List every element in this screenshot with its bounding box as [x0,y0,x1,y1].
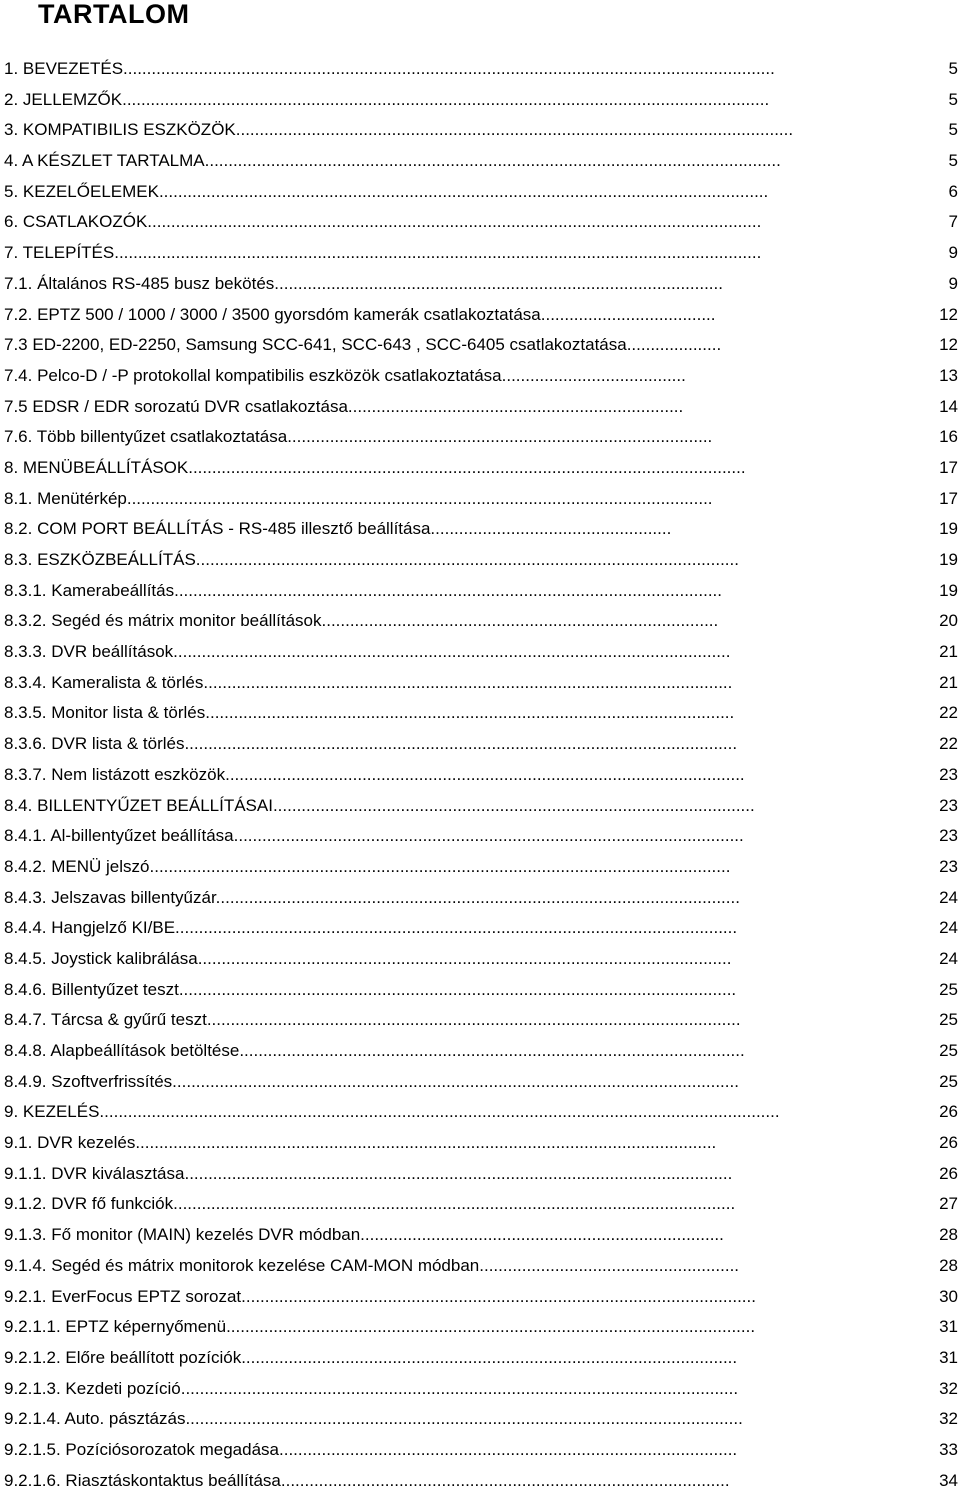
toc-entry-label: 7.5 EDSR / EDR sorozatú DVR csatlakoztása....................................................................... [4,396,684,416]
toc-entry-label: 8.4.6. Billentyűzet teszt...................................................................................................................... [4,979,737,999]
toc-entry-page-number: 30 [939,1286,958,1306]
toc-entry [4,422,960,453]
toc-entry-page-number: 32 [939,1409,958,1429]
toc-entry-page-number: 19 [939,580,958,600]
toc-entry-label: 2. JELLEMZŐK......................................................................................................................................... [4,89,770,109]
page-title: TARTALOM [38,0,190,29]
toc-entry-label: 8.3.1. Kamerabeállítás.................................................................................................................... [4,580,722,600]
toc-entry [4,1466,960,1497]
toc-entry [4,54,960,85]
toc-entry-page-number: 23 [939,795,958,815]
toc-entry-page-number: 12 [939,304,958,324]
toc-entry-page-number: 24 [939,887,958,907]
toc-entry [4,1189,960,1220]
toc-entry-label: 9.2.1.4. Auto. pásztázás...................................................................................................................... [4,1409,743,1429]
toc-entry-label: 8.3.4. Kameralista & törlés................................................................................................................ [4,672,733,692]
toc-entry [4,1374,960,1405]
toc-entry-page-number: 5 [948,151,958,171]
toc-entry-page-number: 31 [939,1347,958,1367]
toc-entry-page-number: 21 [939,642,958,662]
toc-entry [4,576,960,607]
toc-entry-page-number: 17 [939,488,958,508]
toc-entry-page-number: 7 [948,212,958,232]
toc-entry [4,545,960,576]
toc-entry-label: 7.4. Pelco-D / -P protokollal kompatibilis eszközök csatlakoztatása....................................... [4,365,686,385]
toc-entry-label: 9.1. DVR kezelés........................................................................................................................... [4,1133,717,1153]
toc-entry-page-number: 27 [939,1194,958,1214]
toc-entry-page-number: 33 [939,1439,958,1459]
toc-entry [4,1435,960,1466]
toc-entry-page-number: 24 [939,918,958,938]
toc-entry-label: 9. KEZELÉS................................................................................................................................................ [4,1102,780,1122]
toc-entry-label: 6. CSATLAKOZÓK.................................................................................................................................. [4,212,762,232]
toc-entry [4,1220,960,1251]
toc-entry-label: 7. TELEPÍTÉS......................................................................................................................................... [4,243,762,263]
toc-entry-page-number: 22 [939,734,958,754]
toc-entry-label: 7.6. Több billentyűzet csatlakoztatása.......................................................................................... [4,427,713,447]
toc-entry [4,207,960,238]
toc-entry-label: 8.3. ESZKÖZBEÁLLÍTÁS................................................................................................................... [4,550,739,569]
toc-entry-label: 9.2.1.5. Pozíciósorozatok megadása................................................................................................. [4,1439,738,1459]
toc-entry-page-number: 14 [939,396,958,416]
toc-entry [4,1097,960,1128]
toc-entry-label: 9.2.1.1. EPTZ képernyőmenü................................................................................................................ [4,1317,756,1337]
toc-entry-page-number: 34 [939,1470,958,1490]
toc-entry-page-number: 13 [939,365,958,385]
toc-entry [4,1282,960,1313]
toc-entry-label: 9.2.1.6. Riasztáskontaktus beállítása............................................................................................... [4,1470,730,1490]
toc-entry-label: 8.4.3. Jelszavas billentyűzár............................................................................................................... [4,887,740,907]
toc-entry-label: 8.4.7. Tárcsa & gyűrű teszt................................................................................................................. [4,1010,741,1030]
toc-entry-label: 7.2. EPTZ 500 / 1000 / 3000 / 3500 gyorsdóm kamerák csatlakoztatása..................................... [4,304,716,324]
toc-entry [4,177,960,208]
toc-entry [4,913,960,944]
toc-entry [4,821,960,852]
toc-entry-label: 9.2.1. EverFocus EPTZ sorozat............................................................................................................. [4,1286,756,1306]
toc-entry-label: 8.4.4. Hangjelző KI/BE....................................................................................................................... [4,918,738,938]
toc-entry-page-number: 21 [939,672,958,692]
toc-entry-page-number: 20 [939,611,958,631]
toc-entry-page-number: 6 [948,181,958,201]
toc-entry-page-number: 9 [948,273,958,293]
toc-entry-page-number: 23 [939,826,958,846]
toc-entry [4,791,960,822]
toc-entry-label: 8.3.7. Nem listázott eszközök.............................................................................................................. [4,764,745,784]
toc-entry [4,944,960,975]
toc-entry-label: 8.3.6. DVR lista & törlés..................................................................................................................... [4,734,738,754]
toc-entry-page-number: 23 [939,856,958,876]
toc-entry [4,729,960,760]
toc-entry [4,760,960,791]
toc-entry [4,1159,960,1190]
toc-entry [4,1251,960,1282]
toc-entry [4,606,960,637]
toc-entry-label: 8.4.9. Szoftverfrissítés........................................................................................................................ [4,1071,739,1091]
toc-entry-label: 8.2. COM PORT BEÁLLÍTÁS - RS-485 illesztő beállítása................................................... [4,519,672,539]
toc-entry-page-number: 5 [948,120,958,140]
toc-entry [4,1312,960,1343]
toc-entry-label: 8.1. Menütérkép............................................................................................................................ [4,488,713,508]
toc-entry-label: 8.4.8. Alapbeállítások betöltése........................................................................................................... [4,1041,745,1060]
toc-entry-label: 8.3.3. DVR beállítások...................................................................................................................... [4,642,731,662]
toc-entry-page-number: 9 [948,243,958,263]
toc-entry [4,883,960,914]
toc-entry-label: 1. BEVEZETÉS.......................................................................................................................................... [4,59,775,78]
toc-entry [4,85,960,116]
toc-entry-page-number: 25 [939,1071,958,1091]
toc-entry [4,1343,960,1374]
toc-entry-label: 9.2.1.2. Előre beállított pozíciók......................................................................................................... [4,1347,738,1367]
toc-entry-page-number: 5 [948,59,958,78]
toc-entry-label: 3. KOMPATIBILIS ESZKÖZÖK...................................................................................................................... [4,120,794,140]
toc-entry [4,698,960,729]
toc-entry [4,453,960,484]
toc-entry [4,1036,960,1067]
toc-entry [4,300,960,331]
toc-entry-label: 4. A KÉSZLET TARTALMA.......................................................................................................................... [4,151,781,171]
toc-entry [4,238,960,269]
toc-entry-page-number: 24 [939,948,958,968]
toc-entry-label: 7.1. Általános RS-485 busz bekötés............................................................................................... [4,273,723,293]
toc-entry [4,269,960,300]
toc-entry [4,1067,960,1098]
toc-entry-label: 8.4.5. Joystick kalibrálása................................................................................................................. [4,948,732,968]
toc-entry [4,361,960,392]
toc-entry-page-number: 5 [948,89,958,109]
toc-entry-page-number: 16 [939,427,958,447]
toc-entry [4,975,960,1006]
toc-entry [4,146,960,177]
toc-entry-page-number: 28 [939,1255,958,1275]
toc-entry-page-number: 25 [939,1041,958,1060]
toc-entry-page-number: 19 [939,519,958,539]
toc-entry [4,1128,960,1159]
toc-entry-page-number: 26 [939,1163,958,1183]
toc-entry-page-number: 26 [939,1102,958,1122]
toc-entry-label: 9.1.4. Segéd és mátrix monitorok kezelése CAM-MON módban....................................................... [4,1255,740,1275]
toc-entry [4,668,960,699]
toc-entry [4,484,960,515]
toc-entry-label: 9.1.2. DVR fő funkciók....................................................................................................................... [4,1194,736,1214]
toc-entry-label: 8.4. BILLENTYŰZET BEÁLLÍTÁSAI...................................................................................................... [4,795,755,815]
toc-entry-page-number: 26 [939,1133,958,1153]
toc-entry-label: 9.1.3. Fő monitor (MAIN) kezelés DVR módban............................................................................. [4,1225,724,1245]
toc-entry-label: 7.3 ED-2200, ED-2250, Samsung SCC-641, SCC-643 , SCC-6405 csatlakoztatása.................... [4,335,722,355]
toc-entry [4,1404,960,1435]
toc-entry-page-number: 32 [939,1378,958,1398]
toc-entry-label: 8.3.5. Monitor lista & törlés................................................................................................................ [4,703,735,723]
toc-entry-label: 8. MENÜBEÁLLÍTÁSOK...................................................................................................................... [4,457,746,477]
toc-entry-label: 8.3.2. Segéd és mátrix monitor beállítások.................................................................................... [4,611,719,631]
toc-entry-page-number: 17 [939,457,958,477]
toc-entry-label: 8.4.2. MENÜ jelszó........................................................................................................................... [4,856,731,876]
table-of-contents [4,54,960,1496]
toc-entry-page-number: 12 [939,335,958,355]
toc-entry-page-number: 25 [939,979,958,999]
toc-entry-page-number: 31 [939,1317,958,1337]
toc-entry-label: 8.4.1. Al-billentyűzet beállítása............................................................................................................ [4,826,744,846]
toc-entry [4,1005,960,1036]
toc-entry-page-number: 22 [939,703,958,723]
toc-entry [4,330,960,361]
toc-entry-label: 9.1.1. DVR kiválasztása.................................................................................................................... [4,1163,733,1183]
toc-entry [4,392,960,423]
toc-entry-page-number: 25 [939,1010,958,1030]
toc-entry [4,637,960,668]
toc-entry-page-number: 19 [939,550,958,569]
toc-entry [4,115,960,146]
toc-entry-page-number: 28 [939,1225,958,1245]
toc-entry-label: 5. KEZELŐELEMEK................................................................................................................................. [4,181,769,201]
toc-entry-label: 9.2.1.3. Kezdeti pozíció...................................................................................................................... [4,1378,739,1398]
toc-entry [4,852,960,883]
toc-entry [4,514,960,545]
toc-entry-page-number: 23 [939,764,958,784]
